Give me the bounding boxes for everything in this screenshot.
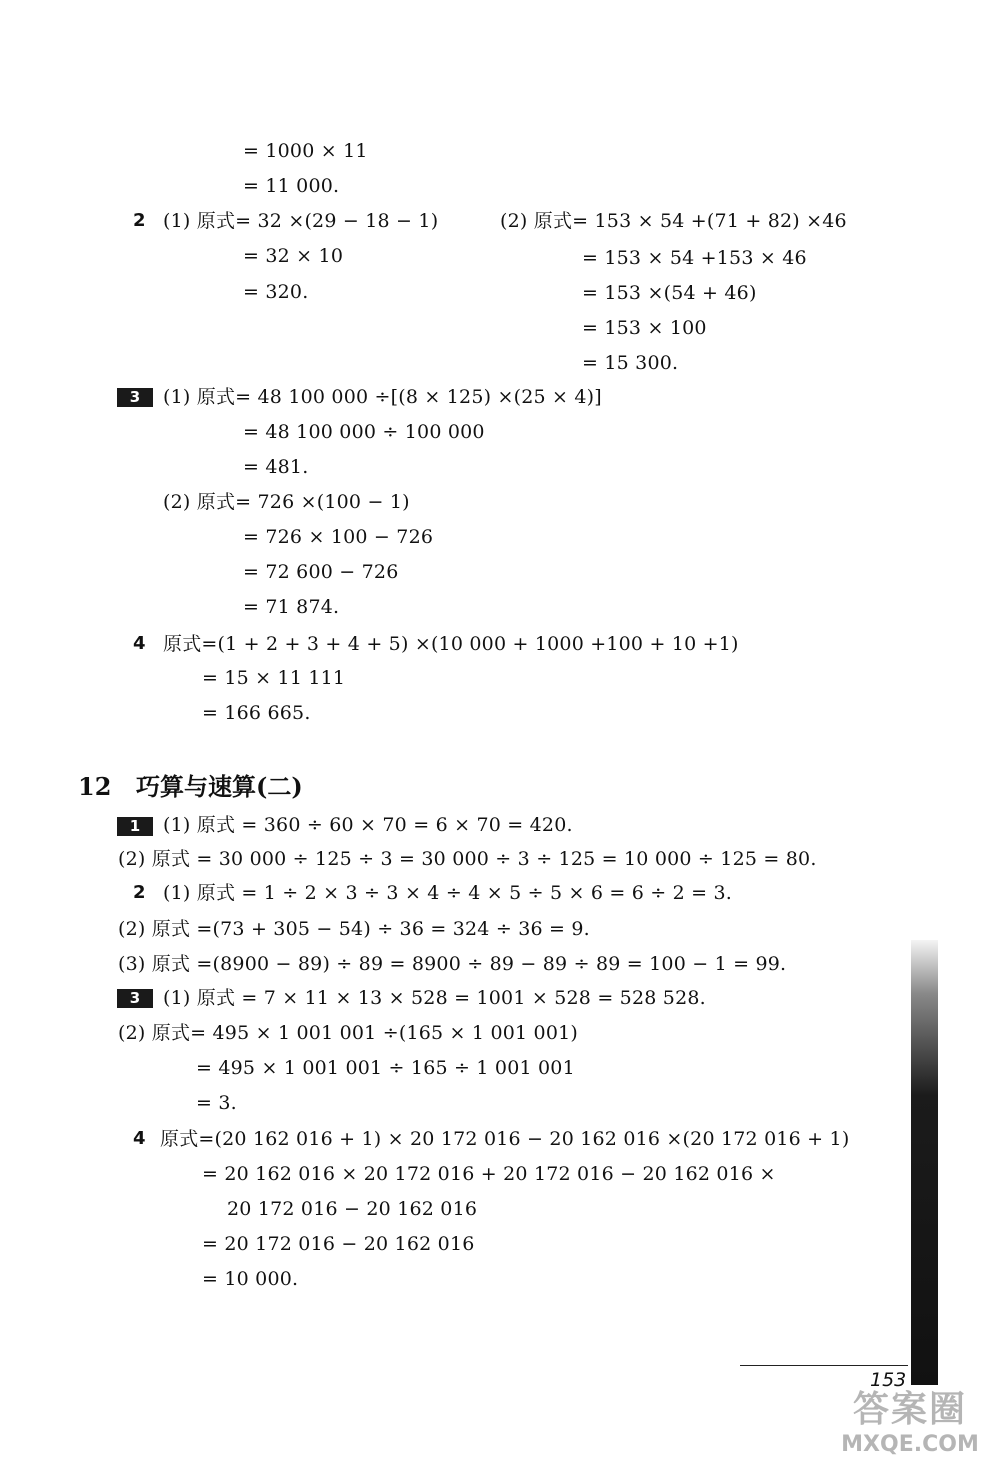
solution-line: (3) 原式 =(8900 − 89) ÷ 89 = 8900 ÷ 89 − 89 ÷ 89 = 100 − 1 = 99. bbox=[118, 953, 787, 975]
solution-line: = 320. bbox=[243, 281, 309, 303]
solution-line: = 3. bbox=[196, 1092, 237, 1114]
solution-line: 原式=(1 + 2 + 3 + 4 + 5) ×(10 000 + 1000 +100 + 10 +1) bbox=[163, 633, 739, 655]
solution-line: (1) 原式= 32 ×(29 − 18 − 1) bbox=[163, 210, 439, 232]
solution-line: = 15 300. bbox=[582, 352, 679, 374]
solution-line: (2) 原式 =(73 + 305 − 54) ÷ 36 = 324 ÷ 36 = 9. bbox=[118, 918, 590, 940]
problem-number: 2 bbox=[133, 210, 146, 231]
footer-rule bbox=[740, 1365, 908, 1366]
page-edge-tab bbox=[911, 940, 938, 1385]
page-number: 153 bbox=[870, 1369, 907, 1391]
problem-number: 4 bbox=[133, 633, 146, 654]
solution-line: (2) 原式= 153 × 54 +(71 + 82) ×46 bbox=[500, 210, 847, 232]
problem-number: 4 bbox=[133, 1128, 146, 1149]
solution-line: (2) 原式= 495 × 1 001 001 ÷(165 × 1 001 001) bbox=[118, 1022, 579, 1044]
solution-line: (1) 原式 = 1 ÷ 2 × 3 ÷ 3 × 4 ÷ 4 × 5 ÷ 5 × 6 = 6 ÷ 2 = 3. bbox=[163, 882, 733, 904]
solution-line: (1) 原式= 48 100 000 ÷[(8 × 125) ×(25 × 4)] bbox=[163, 386, 602, 408]
watermark bbox=[826, 1388, 994, 1468]
prev-step-1: = 1000 × 11 bbox=[243, 140, 368, 162]
solution-line: 20 172 016 − 20 162 016 bbox=[227, 1198, 478, 1220]
watermark-title: 答案圈 bbox=[852, 1389, 967, 1430]
solution-line: = 20 162 016 × 20 172 016 + 20 172 016 − 20 162 016 × bbox=[202, 1163, 776, 1185]
problem-number: 2 bbox=[133, 882, 146, 903]
solution-line: (1) 原式 = 7 × 11 × 13 × 528 = 1001 × 528 = 528 528. bbox=[163, 987, 706, 1009]
solution-line: = 10 000. bbox=[202, 1268, 299, 1290]
solution-line: = 153 × 100 bbox=[582, 317, 707, 339]
watermark-site: MXQE.COM bbox=[841, 1432, 979, 1457]
problem-number-badge: 3 bbox=[117, 989, 153, 1008]
solution-line: = 153 ×(54 + 46) bbox=[582, 282, 757, 304]
solution-line: = 726 × 100 − 726 bbox=[243, 526, 434, 548]
solution-line: (1) 原式 = 360 ÷ 60 × 70 = 6 × 70 = 420. bbox=[163, 814, 573, 836]
solution-line: = 20 172 016 − 20 162 016 bbox=[202, 1233, 475, 1255]
section-title: 巧算与速算(二) bbox=[136, 772, 303, 801]
solution-line: = 71 874. bbox=[243, 596, 340, 618]
prev-step-2: = 11 000. bbox=[243, 175, 340, 197]
solution-line: = 32 × 10 bbox=[243, 245, 344, 267]
solution-line: 原式=(20 162 016 + 1) × 20 172 016 − 20 162 016 ×(20 172 016 + 1) bbox=[160, 1128, 850, 1150]
problem-number-badge: 1 bbox=[117, 817, 153, 836]
solution-line: = 15 × 11 111 bbox=[202, 667, 346, 689]
solution-line: = 72 600 − 726 bbox=[243, 561, 399, 583]
solution-line: = 48 100 000 ÷ 100 000 bbox=[243, 421, 485, 443]
problem-number-badge: 3 bbox=[117, 388, 153, 407]
solution-line: = 495 × 1 001 001 ÷ 165 ÷ 1 001 001 bbox=[196, 1057, 575, 1079]
solution-line: = 153 × 54 +153 × 46 bbox=[582, 247, 807, 269]
solution-line: (2) 原式= 726 ×(100 − 1) bbox=[163, 491, 410, 513]
section-number: 12 bbox=[78, 772, 112, 801]
solution-line: = 166 665. bbox=[202, 702, 311, 724]
solution-line: = 481. bbox=[243, 456, 309, 478]
solution-line: (2) 原式 = 30 000 ÷ 125 ÷ 3 = 30 000 ÷ 3 ÷ 125 = 10 000 ÷ 125 = 80. bbox=[118, 848, 817, 870]
